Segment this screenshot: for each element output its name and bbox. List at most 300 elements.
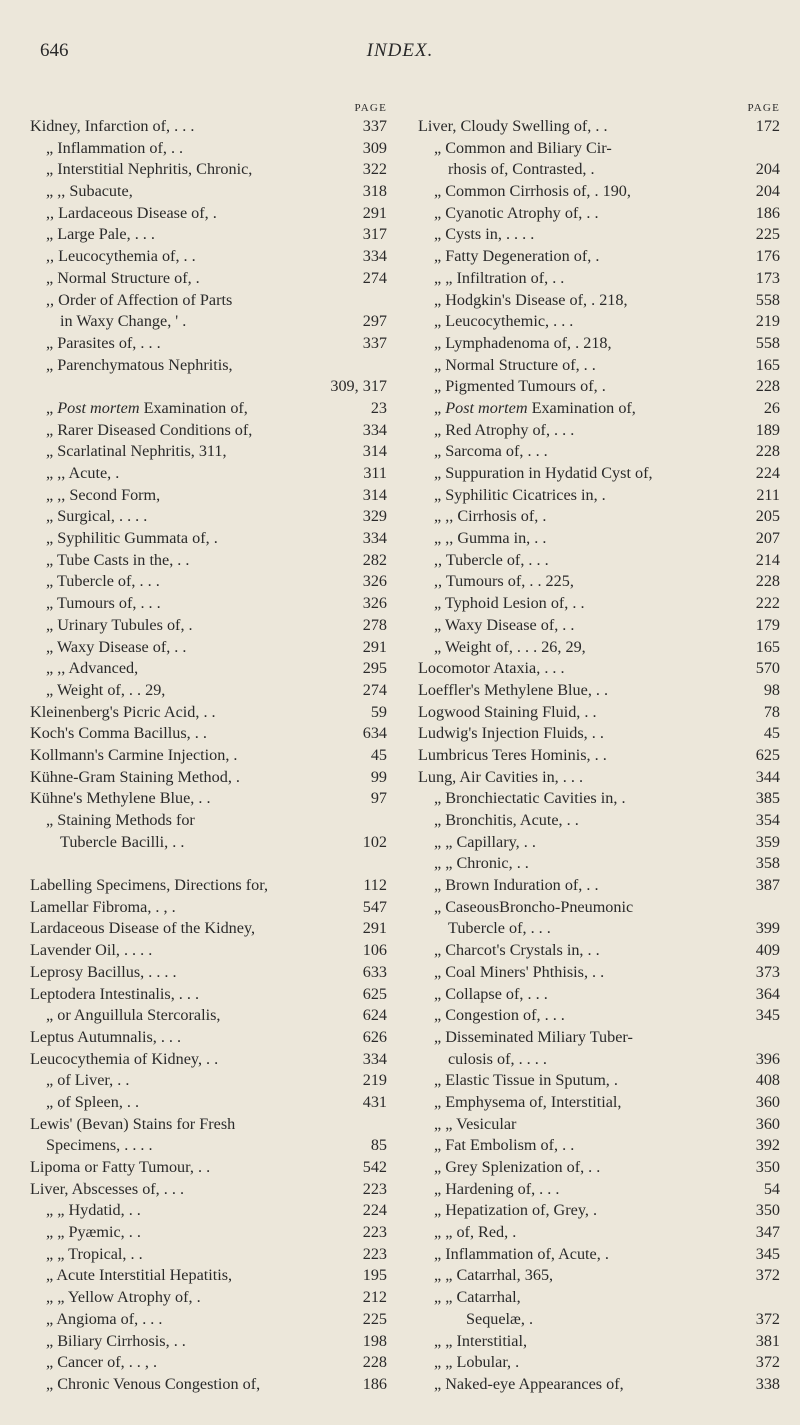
index-entry [30,1200,387,1222]
entry-text: „ Staining Methods for [46,811,195,829]
entry-pages: 381 [755,1331,780,1350]
entry-pages: 350 [755,1201,780,1220]
index-entry [30,1005,387,1027]
entry-pages: 219 [362,1071,387,1090]
entry-text: „ Post mortem Examination of, [46,398,248,417]
entry-pages: 392 [755,1136,780,1155]
entry-text: „ „ Catarrhal, 365, [434,1266,554,1285]
page-title: INDEX. [366,40,434,61]
index-entry [30,333,387,355]
entry-text: „ Syphilitic Cicatrices in, . [434,485,606,504]
entry-text: „ Rarer Diseased Conditions of, [46,420,253,439]
entry-pages: 334 [362,1049,387,1068]
entry-text: „ Bronchitis, Acute, . . [434,811,579,829]
entry-pages: 558 [755,290,780,309]
index-entry [30,1049,387,1071]
entry-pages: 625 [755,745,780,764]
index-entry [418,506,780,528]
entry-pages: 173 [755,268,780,287]
entry-text: „ „ Vesicular [434,1114,517,1133]
entry-pages: 354 [755,811,780,829]
index-entry [30,1287,387,1309]
index-entry [30,398,387,420]
entry-pages: 179 [755,615,780,634]
entry-text: Lewis' (Bevan) Stains for Fresh [30,1114,236,1133]
index-entry [418,832,780,854]
index-entry [30,268,387,290]
entry-pages: 408 [755,1071,780,1090]
entry-pages: 309, 317 [330,377,387,396]
entry-text: „ Hardening of, . . . [434,1179,560,1198]
entry-text: „ Weight of, . . 29, [46,680,166,699]
entry-text: Leucocythemia of Kidney, . . [30,1049,219,1068]
italic-term: Post mortem [57,398,140,417]
index-entry [30,767,387,789]
index-entry [30,441,387,463]
entry-text: „ Common and Biliary Cir- [434,138,612,157]
entry-text: „ „ Chronic, . . [434,854,529,873]
entry-text: „ Biliary Cirrhosis, . . [46,1331,186,1350]
entry-pages: 223 [362,1244,387,1263]
entry-text: Kühne-Gram Staining Method, . [30,767,240,786]
entry-pages: 224 [362,1201,387,1220]
entry-text: Loeffler's Methylene Blue, . . [418,680,609,699]
index-entry [418,1222,780,1244]
entry-pages: 172 [755,117,780,135]
entry-text: culosis of, . . . . [448,1049,547,1068]
index-entry [30,1265,387,1287]
italic-term: Post mortem [445,398,528,417]
entry-text: ,, Tumours of, . . 225, [434,572,574,591]
index-entry [30,420,387,442]
entry-pages: 345 [755,1244,780,1263]
index-entry [418,268,780,290]
index-entry [418,1092,780,1114]
entry-pages: 344 [755,767,780,786]
index-entry [418,550,780,572]
entry-pages: 337 [362,333,387,352]
entry-pages [774,1027,780,1049]
entry-text: „ „ Lobular, . [434,1353,520,1372]
entry-pages: 219 [755,312,780,331]
entry-text: „ Post mortem Examination of, [434,398,636,417]
index-entry [30,506,387,528]
index-entry [30,159,387,181]
index-entry [418,181,780,203]
entry-text: „ Normal Structure of, . . [434,355,596,374]
entry-text: Lardaceous Disease of the Kidney, [30,919,256,938]
entry-text: „ Cyanotic Atrophy of, . . [434,203,599,222]
entry-pages: 624 [362,1006,387,1025]
entry-pages: 106 [362,941,387,960]
entry-text: Sequelæ, . [466,1309,533,1328]
entry-text: Leprosy Bacillus, . . . . [30,962,177,981]
entry-pages [381,1114,387,1136]
index-entry [418,810,780,832]
entry-pages: 45 [370,745,387,764]
entry-text: „ „ of, Red, . [434,1223,517,1242]
entry-text: „ Pigmented Tumours of, . [434,377,606,396]
index-entry [418,918,780,940]
index-entry [30,940,387,962]
entry-text: ,, Tubercle of, . . . [434,550,549,569]
entry-pages: 326 [362,594,387,613]
entry-pages: 23 [370,398,387,417]
entry-text: „ Collapse of, . . . [434,984,548,1003]
entry-pages: 360 [755,1114,780,1133]
entry-pages: 97 [370,789,387,808]
entry-text: Lamellar Fibroma, . , . [30,897,176,916]
index-entry [30,290,387,312]
index-entry [418,1352,780,1374]
entry-text: „ Tube Casts in the, . . [46,550,190,569]
index-entry [30,463,387,485]
entry-text: Labelling Specimens, Directions for, [30,876,269,895]
index-entry [30,832,387,854]
entry-text: „ ,, Gumma in, . . [434,529,547,548]
entry-pages: 228 [362,1353,387,1372]
entry-pages: 372 [755,1309,780,1328]
index-entry [418,702,780,724]
index-entry [30,745,387,767]
entry-pages: 228 [755,572,780,591]
entry-pages: 372 [755,1353,780,1372]
entry-text: „ Coal Miners' Phthisis, . . [434,962,605,981]
entry-text: Kleinenberg's Picric Acid, . . [30,702,216,721]
entry-pages [774,1287,780,1309]
index-entry [418,723,780,745]
entry-text: „ Normal Structure of, . [46,268,200,287]
entry-pages: 326 [362,572,387,591]
entry-pages: 358 [755,854,780,873]
entry-text: „ „ Tropical, . . [46,1244,143,1263]
index-entry [30,615,387,637]
entry-text: „ Lymphadenoma of, . 218, [434,333,612,352]
page-column-label: PAGE [354,102,387,114]
entry-pages: 337 [362,117,387,135]
index-entry [418,333,780,355]
index-entry [418,962,780,984]
entry-text: „ Cysts in, . . . . [434,225,535,244]
index-entry [418,355,780,377]
entry-text: „ Waxy Disease of, . . [434,615,575,634]
entry-text: „ ,, Subacute, [46,182,133,201]
index-entry [418,1157,780,1179]
entry-pages: 295 [362,659,387,678]
entry-pages: 274 [362,268,387,287]
entry-pages: 634 [362,724,387,743]
index-entry [418,1049,780,1071]
entry-text: Koch's Comma Bacillus, . . [30,724,207,743]
index-entry [30,593,387,615]
entry-text: „ Elastic Tissue in Sputum, . [434,1071,618,1090]
entry-pages: 558 [755,333,780,352]
entry-pages: 542 [362,1158,387,1176]
entry-pages: 359 [755,832,780,851]
entry-text: Kühne's Methylene Blue, . . [30,789,211,808]
entry-text: rhosis of, Contrasted, . [448,160,595,179]
entry-text: Liver, Cloudy Swelling of, . . [418,117,608,135]
index-entry [30,1135,387,1157]
entry-text: „ Chronic Venous Congestion of, [46,1374,261,1393]
entry-pages: 204 [755,182,780,201]
entry-pages: 165 [755,637,780,656]
index-entry [30,1244,387,1266]
entry-pages: 314 [362,485,387,504]
entry-text: „ „ Hydatid, . . [46,1201,141,1220]
index-entry [30,571,387,593]
index-entry [30,485,387,507]
index-entry [30,788,387,810]
entry-pages: 85 [370,1136,387,1155]
entry-pages: 387 [755,876,780,895]
index-entry [418,940,780,962]
index-column-left [30,100,387,1396]
index-entry [30,138,387,160]
entry-pages: 322 [362,160,387,179]
entry-text: Tubercle Bacilli, . . [60,832,185,851]
index-entry [418,1200,780,1222]
index-entry [30,918,387,940]
entry-text: „ Large Pale, . . . [46,225,155,244]
entry-text: „ Waxy Disease of, . . [46,637,187,656]
entry-pages: 372 [755,1266,780,1285]
entry-pages: 278 [362,615,387,634]
entry-text: „ Naked-eye Appearances of, [434,1374,624,1393]
index-entry [30,984,387,1006]
entry-pages: 112 [363,876,387,895]
index-entry [418,593,780,615]
entry-pages: 223 [362,1179,387,1198]
index-column-right [418,100,780,1396]
entry-text: ,, Leucocythemia of, . . [46,247,196,266]
entry-pages: 223 [362,1223,387,1242]
entry-text: „ Fat Embolism of, . . [434,1136,575,1155]
entry-text: Logwood Staining Fluid, . . [418,702,597,721]
entry-text: Locomotor Ataxia, . . . [418,659,565,678]
entry-pages: 409 [755,941,780,960]
entry-text: „ Surgical, . . . . [46,507,148,526]
index-entry [30,1352,387,1374]
entry-text: „ Typhoid Lesion of, . . [434,594,585,613]
entry-pages: 205 [755,507,780,526]
entry-pages: 311 [363,464,387,482]
index-entry [418,1374,780,1396]
entry-pages: 224 [755,464,780,482]
index-entry [418,897,780,919]
entry-text: Kidney, Infarction of, . . . [30,117,195,135]
entry-text: „ or Anguillula Stercoralis, [46,1006,221,1025]
entry-text: „ Common Cirrhosis of, . 190, [434,182,631,201]
index-entry [418,658,780,680]
index-entry [418,485,780,507]
entry-text: „ Urinary Tubules of, . [46,615,193,634]
entry-pages [381,290,387,312]
entry-pages: 396 [755,1049,780,1068]
index-entry [30,246,387,268]
index-entry [418,376,780,398]
entry-pages: 625 [362,984,387,1003]
entry-text: „ of Liver, . . [46,1071,130,1090]
entry-text: „ Fatty Degeneration of, . [434,247,600,266]
entry-text: „ Leucocythemic, . . . [434,312,574,331]
index-entry [418,246,780,268]
index-entry [30,1070,387,1092]
entry-text: „ Angioma of, . . . [46,1309,163,1328]
entry-pages: 45 [763,724,780,743]
entry-text: „ Tubercle of, . . . [46,572,160,591]
index-entry [418,398,780,420]
entry-text: ,, Order of Affection of Parts [46,290,233,309]
entry-pages: 165 [755,355,780,374]
entry-text: Leptodera Intestinalis, . . . [30,984,200,1003]
entry-text: „ Emphysema of, Interstitial, [434,1092,622,1111]
entry-text: „ of Spleen, . . [46,1092,140,1111]
entry-pages: 54 [763,1179,780,1198]
entry-pages: 291 [362,203,387,222]
entry-text: „ Congestion of, . . . [434,1006,565,1025]
entry-pages: 399 [755,919,780,938]
entry-pages: 207 [755,529,780,548]
index-entry [418,441,780,463]
entry-pages: 214 [755,550,780,569]
index-entry [418,1309,780,1331]
entry-pages: 633 [362,962,387,981]
entry-text: „ Cancer of, . . , . [46,1353,158,1372]
entry-pages: 329 [362,507,387,526]
index-entry [30,658,387,680]
index-entry [30,962,387,984]
entry-pages: 225 [362,1309,387,1328]
entry-text: ,, Lardaceous Disease of, . [46,203,217,222]
index-entry [30,181,387,203]
index-entry [418,1287,780,1309]
index-entry [30,723,387,745]
entry-pages: 222 [755,594,780,613]
entry-text: „ ,, Second Form, [46,485,161,504]
index-entry [30,550,387,572]
index-entry [418,745,780,767]
index-entry [418,203,780,225]
index-entry [418,290,780,312]
entry-pages: 338 [755,1374,780,1393]
entry-pages: 334 [362,529,387,548]
entry-text: „ Bronchiectatic Cavities in, . [434,789,626,808]
index-entry [418,138,780,160]
index-entry [418,1135,780,1157]
entry-pages: 570 [755,659,780,678]
entry-text: „ Charcot's Crystals in, . . [434,941,600,960]
index-entry [30,680,387,702]
entry-text: „ Sarcoma of, . . . [434,442,548,461]
entry-pages: 360 [755,1092,780,1111]
entry-pages: 626 [362,1027,387,1046]
entry-pages: 385 [755,789,780,808]
index-entry [418,528,780,550]
entry-pages: 78 [763,702,780,721]
entry-pages: 347 [755,1223,780,1242]
entry-text: „ Tumours of, . . . [46,594,161,613]
entry-text: „ Hodgkin's Disease of, . 218, [434,290,628,309]
index-entry [418,788,780,810]
entry-text: „ ,, Cirrhosis of, . [434,507,547,526]
entry-text: „ „ Catarrhal, [434,1288,521,1307]
index-entry [30,1179,387,1201]
entry-text: „ Acute Interstitial Hepatitis, [46,1266,233,1285]
entry-text: Liver, Abscesses of, . . . [30,1179,185,1198]
entry-text: „ Grey Splenization of, . . [434,1158,601,1176]
index-entry [418,1027,780,1049]
entry-pages: 345 [755,1006,780,1025]
entry-text: „ Inflammation of, Acute, . [434,1244,609,1263]
entry-pages: 334 [362,420,387,439]
index-entry [418,637,780,659]
index-entry [418,984,780,1006]
index-entry [30,1114,387,1136]
entry-text: Lumbricus Teres Hominis, . . [418,745,607,764]
entry-pages: 228 [755,377,780,396]
index-entry [30,810,387,832]
index-entry [418,463,780,485]
index-entry [30,1374,387,1396]
entry-text: „ Parasites of, . . . [46,333,161,352]
entry-text: „ „ Infiltration of, . . [434,268,565,287]
entry-text: in Waxy Change, ' . [60,312,187,331]
index-entry [418,853,780,875]
index-entry [30,1331,387,1353]
entry-pages: 186 [755,203,780,222]
entry-text: „ „ Interstitial, [434,1331,528,1350]
entry-pages: 176 [755,247,780,266]
entry-pages: 291 [362,637,387,656]
entry-text: Leptus Autumnalis, . . . [30,1027,182,1046]
entry-text: Tubercle of, . . . [448,919,551,938]
entry-text: Ludwig's Injection Fluids, . . [418,724,604,743]
page-number: 646 [40,40,69,61]
entry-text: „ Interstitial Nephritis, Chronic, [46,160,253,179]
entry-text: „ ,, Acute, . [46,464,120,482]
entry-text: „ CaseousBroncho-Pneumonic [434,897,634,916]
index-entry [418,1331,780,1353]
entry-pages: 99 [370,767,387,786]
entry-pages: 309 [362,138,387,157]
entry-pages: 547 [362,897,387,916]
entry-text: Specimens, . . . . [46,1136,153,1155]
entry-pages: 364 [755,984,780,1003]
index-entry [418,116,780,138]
entry-pages [381,355,387,377]
index-entry [418,1070,780,1092]
entry-pages: 186 [362,1374,387,1393]
index-entry [418,1005,780,1027]
entry-pages: 291 [362,919,387,938]
index-entry [30,702,387,724]
index-entry [418,311,780,333]
index-entry [418,1179,780,1201]
spacer [30,853,387,875]
index-entry [418,571,780,593]
entry-pages: 282 [362,550,387,569]
page-header [0,40,800,70]
entry-pages: 274 [362,680,387,699]
entry-pages [774,138,780,160]
entry-text: „ Syphilitic Gummata of, . [46,529,218,548]
index-entry [30,1027,387,1049]
index-entry [418,680,780,702]
entry-text: Lung, Air Cavities in, . . . [418,767,584,786]
entry-pages: 195 [362,1266,387,1285]
index-entry [30,1222,387,1244]
